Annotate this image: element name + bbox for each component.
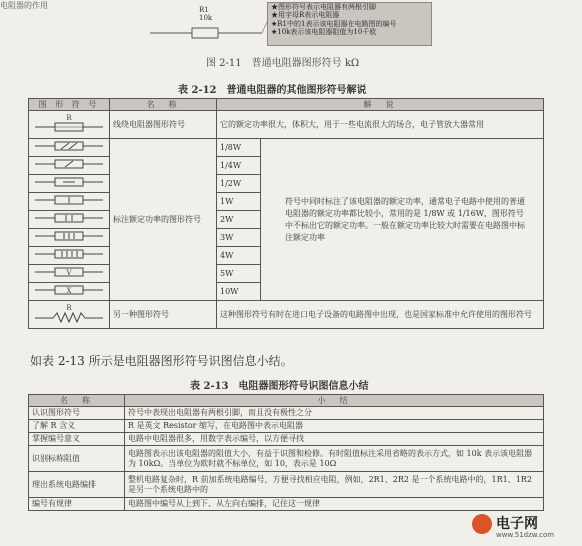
wirewound-symbol xyxy=(29,111,110,139)
summary-text: 电路图表示出该电阻器的阻值大小，有益于识图和检修。有时阻值标注采用省略的表示方式，如 10k 表示该电阻器为 10kΩ。当单位为欧时就不标单位，如 10，表示是 10Ω xyxy=(125,446,544,472)
summary-name: 了解 R 含义 xyxy=(29,420,125,433)
power-symbol xyxy=(29,265,110,283)
zigzag-name: 另一种图形符号 xyxy=(110,301,217,329)
table-2-13 xyxy=(28,394,544,511)
power-symbol-label: X xyxy=(66,287,72,295)
summary-name: 掌握编号意义 xyxy=(29,433,125,446)
power-symbol xyxy=(29,283,110,301)
power-symbol xyxy=(29,229,110,247)
legend-item: ★用字母R表示电阻器 xyxy=(271,11,340,20)
power-symbol xyxy=(29,211,110,229)
summary-name: 理出系统电路编排 xyxy=(29,472,125,498)
power-value: 1/8W xyxy=(217,139,261,157)
summary-text: 符号中表现出电阻器有两根引脚，而且没有极性之分 xyxy=(125,407,544,420)
top-text-fragment: 电阻器的作用 xyxy=(0,1,48,10)
zigzag-symbol-label: R xyxy=(66,304,72,312)
power-value: 1W xyxy=(217,193,261,211)
power-value: 4W xyxy=(217,247,261,265)
table-row xyxy=(29,446,544,472)
power-symbol xyxy=(29,247,110,265)
power-symbol-label: V xyxy=(66,269,72,277)
zigzag-desc: 这种图形符号有时在进口电子设备的电路图中出现，也是国家标准中允许使用的图形符号 xyxy=(217,301,544,329)
power-symbol xyxy=(29,175,110,193)
zigzag-symbol xyxy=(29,301,110,329)
power-value: 2W xyxy=(217,211,261,229)
power-value: 1/2W xyxy=(217,175,261,193)
table-2-13-title: 表 2-13 电阻器图形符号识图信息小结 xyxy=(190,381,369,392)
table-row xyxy=(29,472,544,498)
power-value: 1/4W xyxy=(217,157,261,175)
summary-text: 电路中电阻器很多，用数字表示编号，以方便寻找 xyxy=(125,433,544,446)
table-row xyxy=(29,139,544,157)
header-name: 名 称 xyxy=(29,395,125,407)
power-value: 10W xyxy=(217,283,261,301)
legend-item: ★R1中的1表示该电阻器在电路图的编号 xyxy=(271,19,397,28)
table-row xyxy=(29,111,544,139)
legend-item: ★10k表示该电阻器阻值为10千欧 xyxy=(271,27,377,36)
table-row xyxy=(29,420,544,433)
table-row xyxy=(29,301,544,329)
table-row xyxy=(29,498,544,511)
power-symbol xyxy=(29,157,110,175)
power-value: 3W xyxy=(217,229,261,247)
table-2-12-title: 表 2-12 普通电阻器的其他图形符号解说 xyxy=(178,85,367,96)
resistor-value: 10k xyxy=(199,14,213,22)
summary-text: 整机电路复杂时，R 前加系统电路编号，方便寻找相应电阻，例如，2R1、2R2 是一个系统电路中的，1R1、1R2 是另一个系统电路中的 xyxy=(125,472,544,498)
power-symbol xyxy=(29,139,110,157)
intro-paragraph: 如表 2-13 所示是电阻器图形符号识图信息小结。 xyxy=(30,354,293,368)
wirewound-symbol-label: R xyxy=(66,114,72,122)
table-row xyxy=(29,433,544,446)
header-name: 名 称 xyxy=(110,99,217,111)
summary-name: 编号有规律 xyxy=(29,498,125,511)
summary-text: R 是英文 Resistor 缩写，在电路图中表示电阻器 xyxy=(125,420,544,433)
summary-name: 识别标称阻值 xyxy=(29,446,125,472)
header-desc: 解 说 xyxy=(217,99,544,111)
watermark-logo-icon xyxy=(472,514,492,534)
watermark-url: www.51dzw.com xyxy=(496,531,555,539)
power-symbol xyxy=(29,193,110,211)
table-row xyxy=(29,407,544,420)
header-summary: 小 结 xyxy=(125,395,544,407)
power-desc: 符号中同时标注了该电阻器的额定功率，通常电子电路中使用的普通电阻器的额定功率都比较小，常用的是 1/8W 或 1/16W，图形符号中不标出它的额定功率。一般在额定功率比较大时需要在电路图中标注额定功率 xyxy=(261,139,544,301)
power-name: 标注额定功率的图形符号 xyxy=(110,139,217,301)
summary-text: 电路图中编号从上到下、从左向右编排，记住这一规律 xyxy=(125,498,544,511)
header-symbol: 图 形 符 号 xyxy=(29,99,110,111)
figure-caption: 图 2-11 普通电阻器图形符号 kΩ xyxy=(206,58,360,69)
power-value: 5W xyxy=(217,265,261,283)
watermark-brand: 电子网 xyxy=(496,516,538,532)
wirewound-name: 线绕电阻器图形符号 xyxy=(110,111,217,139)
summary-name: 认识图形符号 xyxy=(29,407,125,420)
resistor-label: R1 xyxy=(199,6,209,14)
wirewound-desc: 它的额定功率很大，体积大，用于一些电流很大的场合，电子管放大器常用 xyxy=(217,111,544,139)
resistor-symbol-icon xyxy=(192,28,218,38)
legend-item: ★图形符号表示电阻器有两根引脚 xyxy=(271,3,376,11)
figure-legend xyxy=(267,2,432,46)
table-2-12 xyxy=(28,98,544,329)
